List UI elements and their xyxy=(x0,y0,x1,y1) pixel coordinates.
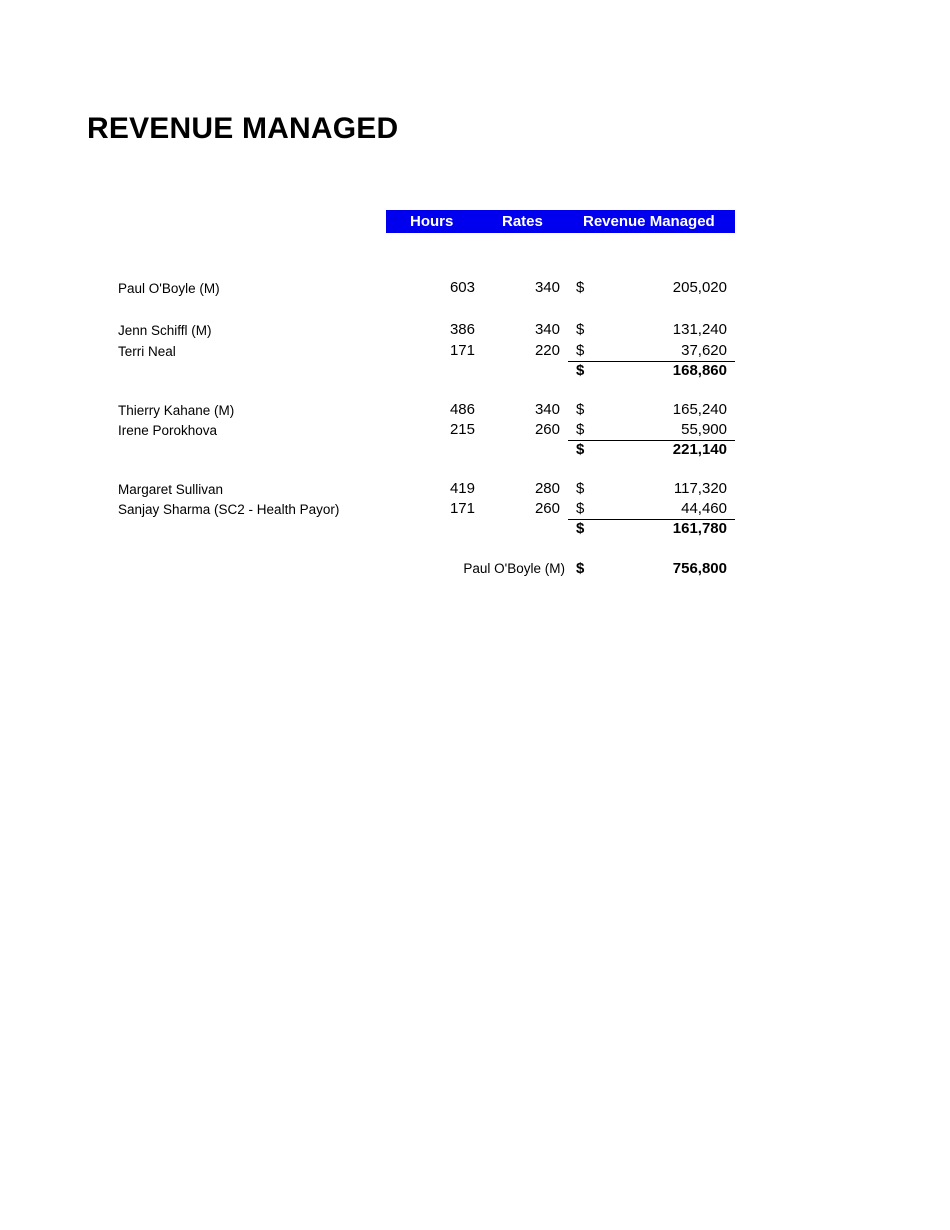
row-rate: 340 xyxy=(534,401,560,418)
currency-symbol: $ xyxy=(576,441,585,458)
subtotal-amount: 221,140 xyxy=(672,441,727,458)
currency-symbol: $ xyxy=(576,279,585,296)
row-rate: 280 xyxy=(534,480,560,497)
row-name: Paul O'Boyle (M) xyxy=(118,281,220,296)
currency-symbol: $ xyxy=(576,342,585,359)
row-amount: 55,900 xyxy=(681,421,727,438)
currency-symbol: $ xyxy=(576,421,585,438)
row-hours: 419 xyxy=(449,480,475,497)
grand-total-amount: 756,800 xyxy=(672,560,727,577)
grand-total-label: Paul O'Boyle (M) xyxy=(463,561,565,576)
row-name: Margaret Sullivan xyxy=(118,482,224,497)
currency-symbol: $ xyxy=(576,321,585,338)
currency-symbol: $ xyxy=(576,520,585,537)
header-rates: Rates xyxy=(502,213,543,230)
page-title: REVENUE MANAGED xyxy=(87,112,399,145)
row-name: Irene Porokhova xyxy=(118,423,218,438)
row-rate: 220 xyxy=(534,342,560,359)
currency-symbol: $ xyxy=(576,401,585,418)
row-rate: 340 xyxy=(534,321,560,338)
currency-symbol: $ xyxy=(576,480,585,497)
currency-symbol: $ xyxy=(576,362,585,379)
row-hours: 486 xyxy=(449,401,475,418)
row-rate: 340 xyxy=(534,279,560,296)
row-hours: 603 xyxy=(449,279,475,296)
currency-symbol: $ xyxy=(576,560,585,577)
row-amount: 44,460 xyxy=(681,500,727,517)
row-name: Terri Neal xyxy=(118,344,176,359)
row-name: Sanjay Sharma (SC2 - Health Payor) xyxy=(118,502,340,517)
row-hours: 215 xyxy=(449,421,475,438)
row-amount: 37,620 xyxy=(681,342,727,359)
row-hours: 171 xyxy=(449,500,475,517)
row-name: Thierry Kahane (M) xyxy=(118,403,235,418)
row-hours: 171 xyxy=(449,342,475,359)
header-revenue-managed: Revenue Managed xyxy=(583,213,715,230)
row-rate: 260 xyxy=(534,421,560,438)
row-amount: 117,320 xyxy=(673,480,727,497)
header-hours: Hours xyxy=(410,213,454,230)
row-name: Jenn Schiffl (M) xyxy=(118,323,212,338)
row-amount: 165,240 xyxy=(672,401,727,418)
row-amount: 131,240 xyxy=(672,321,727,338)
subtotal-amount: 161,780 xyxy=(672,520,727,537)
row-hours: 386 xyxy=(449,321,475,338)
subtotal-amount: 168,860 xyxy=(672,362,727,379)
row-amount: 205,020 xyxy=(672,279,727,296)
row-rate: 260 xyxy=(534,500,560,517)
currency-symbol: $ xyxy=(576,500,585,517)
